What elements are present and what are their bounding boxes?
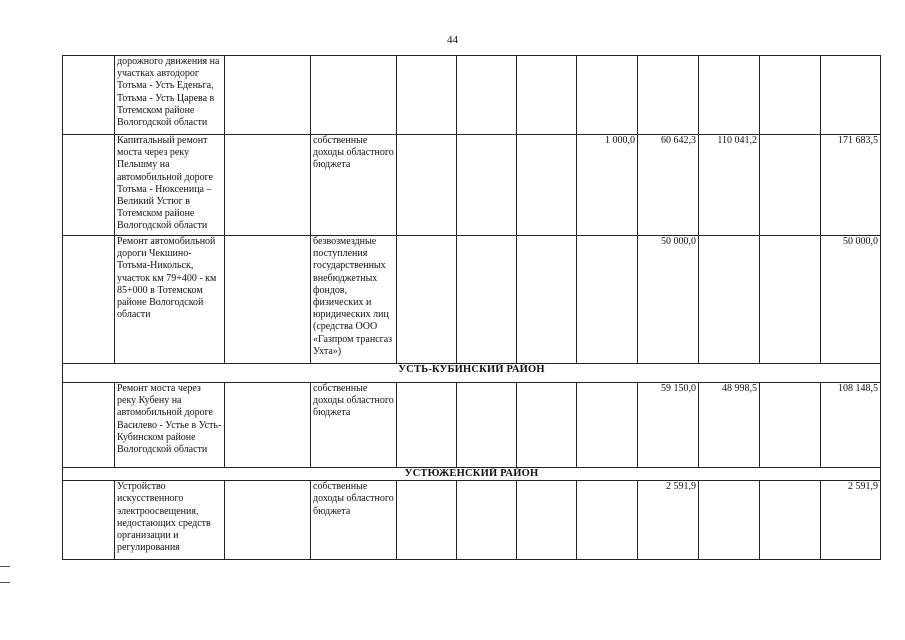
value-cell: 1 000,0 (577, 135, 638, 236)
item-description: дорожного движения на участках автодорог Тотьма - Усть Еденьга, Тотьма - Усть Царева в Тотемском районе Вологодской области (115, 56, 225, 135)
value-cell (577, 56, 638, 135)
table-cell (457, 135, 517, 236)
table-cell (457, 56, 517, 135)
scan-margin-mark (0, 582, 10, 583)
table-cell (63, 56, 115, 135)
table-cell (397, 56, 457, 135)
table-cell (225, 236, 311, 364)
table-cell (225, 56, 311, 135)
total-cell (821, 56, 881, 135)
scan-margin-mark (0, 566, 10, 567)
table-cell (225, 481, 311, 560)
section-row (63, 364, 881, 383)
table-cell (63, 236, 115, 364)
total-cell: 2 591,9 (821, 481, 881, 560)
table-cell (517, 236, 577, 364)
value-cell: 48 998,5 (699, 383, 760, 468)
table-cell (397, 135, 457, 236)
table-cell (63, 135, 115, 236)
table-cell (397, 481, 457, 560)
item-description: Устройство искусственного электроосвещения, недостающих средств организации и регулирования (115, 481, 225, 560)
table-cell (63, 481, 115, 560)
table-cell (457, 236, 517, 364)
value-cell: 50 000,0 (638, 236, 699, 364)
table-row (63, 236, 881, 364)
table-row (63, 135, 881, 236)
budget-table (62, 55, 881, 560)
table-cell (760, 236, 821, 364)
total-cell: 171 683,5 (821, 135, 881, 236)
table-cell (760, 481, 821, 560)
item-description: Ремонт автомобильной дороги Чекшино-Тотьма-Никольск, участок км 79+400 - км 85+000 в Тотемском районе Вологодской области (115, 236, 225, 364)
total-cell: 50 000,0 (821, 236, 881, 364)
table-cell (397, 383, 457, 468)
value-cell: 60 642,3 (638, 135, 699, 236)
table-cell (457, 383, 517, 468)
table-cell (397, 236, 457, 364)
table-cell (760, 383, 821, 468)
funding-source: собственные доходы областного бюджета (311, 383, 397, 468)
table-cell (517, 383, 577, 468)
page-number: 44 (447, 34, 458, 46)
table-cell (760, 135, 821, 236)
table-cell (457, 481, 517, 560)
value-cell (699, 236, 760, 364)
value-cell (577, 236, 638, 364)
section-title: УСТЬ-КУБИНСКИЙ РАЙОН (63, 364, 881, 383)
value-cell (577, 481, 638, 560)
value-cell: 2 591,9 (638, 481, 699, 560)
table-cell (225, 383, 311, 468)
table-cell (225, 135, 311, 236)
item-description: Ремонт моста через реку Кубену на автомобильной дороге Василево - Устье в Усть-Кубинском районе Вологодской области (115, 383, 225, 468)
value-cell: 59 150,0 (638, 383, 699, 468)
table-cell (760, 56, 821, 135)
table-cell (517, 135, 577, 236)
funding-source: безвозмездные поступления государственных внебюджетных фондов, физических и юридических лиц (средства ООО «Газпром трансгаз Ухта») (311, 236, 397, 364)
table-cell (63, 383, 115, 468)
table-row (63, 383, 881, 468)
table-row (63, 481, 881, 560)
section-title: УСТЮЖЕНСКИЙ РАЙОН (63, 468, 881, 481)
item-description: Капитальный ремонт моста через реку Пельшму на автомобильной дороге Тотьма - Нюксеница – Великий Устюг в Тотемском районе Вологодской области (115, 135, 225, 236)
table-cell (517, 481, 577, 560)
funding-source (311, 56, 397, 135)
value-cell (577, 383, 638, 468)
funding-source: собственные доходы областного бюджета (311, 135, 397, 236)
value-cell (699, 56, 760, 135)
section-row (63, 468, 881, 481)
funding-source: собственные доходы областного бюджета (311, 481, 397, 560)
value-cell: 110 041,2 (699, 135, 760, 236)
table-cell (517, 56, 577, 135)
total-cell: 108 148,5 (821, 383, 881, 468)
value-cell (699, 481, 760, 560)
value-cell (638, 56, 699, 135)
table-row (63, 56, 881, 135)
